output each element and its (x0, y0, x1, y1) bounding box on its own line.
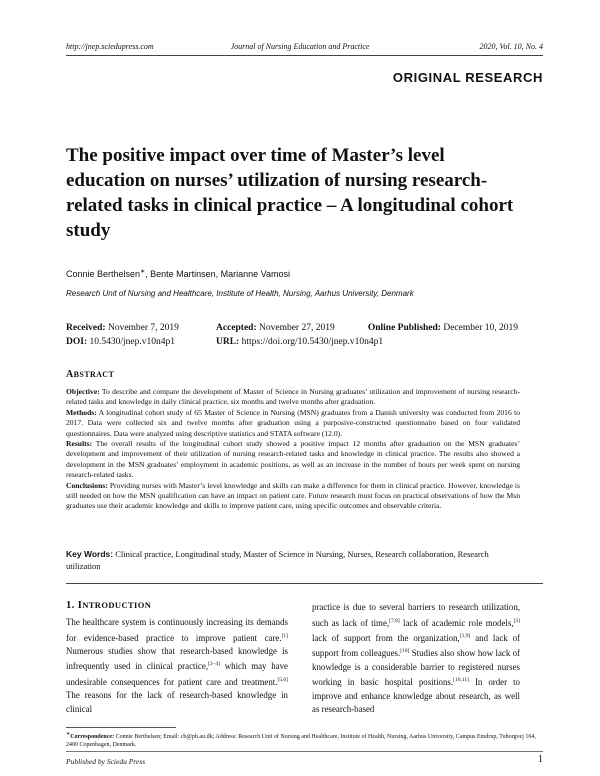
abstract-body (66, 387, 520, 512)
citation-ref[interactable]: [7,8] (389, 617, 400, 624)
objective-text: To describe and compare the development of Master of Science in Nursing graduates’ utilization and improvement of nursing research-related tasks and knowledge in daily clinical practice, six months and twelve months after graduation. (66, 387, 521, 407)
footnote-text: Connie Berthelsen; Email: cb@ph.au.dk; Address: Research Unit of Nursing and Healthcare, Institute of Health, Nursing, Aarhus University, Campus Emdrup, Tuborgvej 164, 2400 Copenhagen, Denmark. (66, 734, 536, 748)
accepted-date (216, 323, 335, 333)
methods-text: A longitudinal cohort study of 65 Master of Science in Nursing (MSN) graduates from a Danish university was conducted from 2016 to 2017. Data were collected six and twelve months after graduation using a purposive-constructed questionnaire based on four validated questionnaires. Data were analyzed using descriptive statistics and STATA software (12.0). (66, 407, 521, 438)
conclusions-text: Providing nurses with Master’s level knowledge and skills can make a difference for them in clinical practice. However, knowledge is still needed on how the MSN qualification can have an impact on patient care. Future research must focus on practical observations of how the Msn graduates use their academic knowledge and skills to improve patient care, using specific outcomes and observable criteria. (66, 480, 520, 511)
header-journal: Journal of Nursing Education and Practice (230, 42, 370, 51)
received-label: Received: (66, 323, 106, 333)
section-divider (66, 583, 543, 584)
doi (66, 337, 175, 347)
doi-label: DOI: (66, 337, 88, 347)
abstract-methods (66, 408, 520, 439)
objective-label: Objective: (66, 387, 100, 396)
abstract-objective (66, 387, 520, 408)
body-text: which may have undesirable consequences for patient care and treatment. (66, 661, 288, 687)
url-value[interactable]: https://doi.org/10.5430/jnep.v10n4p1 (241, 337, 384, 347)
conclusions-label: Conclusions: (66, 480, 108, 490)
citation-ref[interactable]: [2–4] (208, 661, 220, 668)
published-label: Online Published: (367, 323, 441, 333)
body-text: lack of academic role models, (399, 617, 514, 628)
publisher: Published by Sciedu Press (66, 757, 146, 766)
abstract-results (66, 439, 520, 481)
footer-rule (66, 751, 543, 752)
article-title: The positive impact over time of Master’s level education on nurses’ utilization of nursing research-related tasks in clinical practice – A longitudinal cohort study (66, 145, 514, 241)
keywords-text: Clinical practice, Longitudinal study, Master of Science in Nursing, Nurses, Research collaboration, Research utilization (66, 549, 489, 571)
first-author: Connie Berthelsen (66, 269, 141, 279)
doi-value[interactable]: 10.5430/jnep.v10n4p1 (89, 337, 175, 347)
methods-label: Methods: (66, 407, 97, 417)
intro-column-left (66, 616, 288, 716)
affiliation: Research Unit of Nursing and Healthcare, Institute of Health, Nursing, Aarhus University, Denmark (66, 289, 414, 298)
introduction-heading (66, 600, 151, 611)
citation-ref[interactable]: [10,11] (453, 677, 469, 684)
accepted-value: November 27, 2019 (259, 323, 335, 333)
citation-ref[interactable]: [10] (400, 648, 410, 655)
body-text: Numerous studies show that research-based knowledge is infrequently used in clinical practice, (66, 645, 288, 672)
citation-ref[interactable]: [1] (281, 632, 288, 639)
body-text: and lack of support from colleagues. (312, 632, 520, 659)
citation-ref[interactable]: [1,9] (459, 632, 471, 639)
published-value: December 10, 2019 (443, 323, 518, 333)
keywords (66, 548, 520, 572)
citation-ref[interactable]: [5,6] (277, 676, 288, 683)
section-label: ORIGINAL RESEARCH (392, 70, 543, 85)
footnote-mark: ∗ (66, 732, 71, 737)
footnote-label: Correspondence: (70, 734, 115, 740)
body-text: The healthcare system is continuously increasing its demands for evidence-based practice to improve patient care. (66, 617, 288, 643)
received-date (66, 323, 179, 333)
header-url[interactable]: http://jnep.sciedupress.com (66, 42, 154, 51)
abstract-heading (66, 369, 114, 380)
body-text: lack of support from the organization, (312, 632, 460, 643)
intro-heading-initial: I (77, 600, 83, 611)
url-label: URL: (216, 337, 240, 347)
intro-number: 1. (66, 600, 78, 611)
citation-ref[interactable]: [3] (513, 617, 520, 624)
article-url (216, 337, 383, 347)
body-text: practice is due to several barriers to research utilization, such as lack of time, (312, 602, 520, 628)
header-issue: 2020, Vol. 10, No. 4 (479, 42, 543, 51)
abstract-heading-initial: A (66, 369, 74, 380)
body-text: The reasons for the lack of research-based knowledge in clinical (66, 690, 288, 714)
corresponding-mark: ∗ (140, 269, 146, 275)
accepted-label: Accepted: (216, 323, 257, 333)
abstract-conclusions (66, 481, 520, 512)
correspondence-footnote (66, 731, 536, 749)
author-list (66, 268, 290, 279)
published-date (368, 323, 518, 333)
results-text: The overall results of the longitudinal cohort study showed a positive impact 12 months after graduation on the MSN graduates’ development and improvement of their utilization of nursing research-related tasks and knowledge in clinical practice. The results also showed a development in the MSN graduates’ employment in academic positions, as well as an increase in the number of hours per week spent on nursing research-related tasks. (66, 439, 520, 480)
other-authors: , Bente Martinsen, Marianne Vamosi (145, 269, 290, 279)
footnote-rule (66, 727, 176, 728)
body-text: In order to improve and enhance knowledge about research, as well as research-based (312, 677, 520, 715)
received-value: November 7, 2019 (107, 323, 179, 333)
body-text: Studies also show how lack of knowledge is a considerable barrier to registered nurses working in basic hospital positions. (312, 648, 520, 688)
header-rule (66, 55, 543, 56)
abstract-heading-rest: BSTRACT (73, 370, 115, 379)
keywords-label: Key Words: (66, 549, 114, 559)
intro-column-right (312, 601, 520, 717)
page-number: 1 (538, 754, 543, 765)
intro-heading-rest: NTRODUCTION (82, 600, 152, 610)
results-label: Results: (66, 439, 93, 449)
